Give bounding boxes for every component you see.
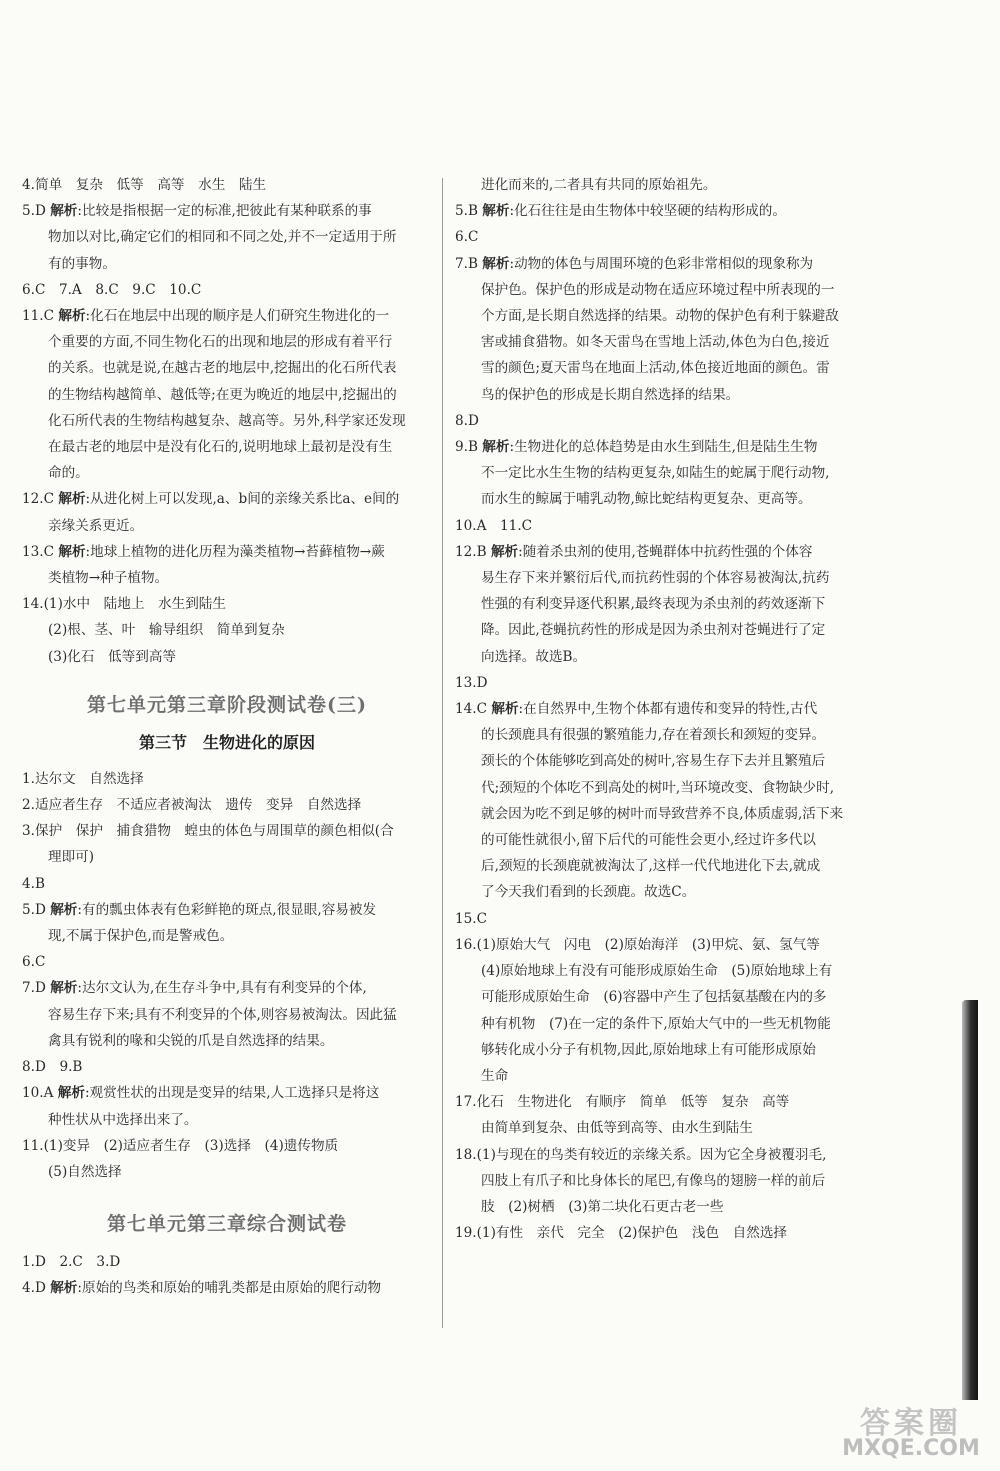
- analysis-text: :随着杀虫剂的使用,苍蝇群体中抗药性强的个体容: [518, 543, 813, 560]
- answer-c16-cont: (4)原始地球上有没有可能形成原始生命 (5)原始地球上有: [481, 963, 833, 980]
- answer-c12-cont: 性强的有利变异逐代积累,最终表现为杀虫剂的药效逐渐下: [481, 596, 826, 613]
- answer-c16-cont: 生命: [481, 1067, 509, 1084]
- analysis-text: :地球上植物的进化历程为藻类植物→苔藓植物→蕨: [85, 543, 385, 560]
- column-divider: [442, 178, 443, 1328]
- analysis-text: :动物的体色与周围环境的色彩非常相似的现象称为: [509, 255, 814, 272]
- answer-number: 5.D: [22, 901, 46, 918]
- answer-c9: [455, 434, 865, 460]
- analysis-text: :在自然界中,生物个体都有遗传和变异的特性,古代: [518, 701, 818, 718]
- answer-number: 5.D: [22, 203, 46, 220]
- answer-number: 7.B: [455, 255, 478, 272]
- answer-b11-cont: (5)自然选择: [48, 1163, 122, 1180]
- analysis-label: 解析: [50, 980, 78, 997]
- answer-c7-cont: 保护色。保护色的形成是动物在适应环境过程中所表现的一: [481, 281, 835, 298]
- answer-b5: [22, 897, 432, 923]
- answer-number: 14.C: [455, 701, 488, 718]
- analysis-text: :生物进化的总体趋势是由水生到陆生,但是陆生生物: [509, 439, 818, 456]
- answer-c14-cont: 就会因为吃不到足够的树叶而导致营养不良,体质虚弱,活下来: [481, 805, 844, 822]
- answer-number: 12.B: [455, 543, 487, 560]
- answer-11-cont: 化石所代表的生物结构越复杂、越高等。另外,科学家还发现: [48, 412, 406, 429]
- watermark-logo: 答案圈: [860, 1406, 962, 1441]
- answer-c7-cont: 害或捕食猎物。如冬天雷鸟在雪地上活动,体色为白色,接近: [481, 334, 830, 351]
- answer-12-cont: 亲缘关系更近。: [48, 517, 144, 534]
- answer-c19: 19.(1)有性 亲代 完全 (2)保护色 浅色 自然选择: [455, 1225, 788, 1242]
- answer-5: [22, 198, 432, 224]
- section-heading: 第三节 生物进化的原因: [138, 732, 315, 752]
- answer-11-cont: 的关系。也就是说,在越古老的地层中,挖掘出的化石所代表: [48, 360, 397, 377]
- answer-c12-cont: 易生存下来并繁衍后代,而抗药性弱的个体容易被淘汰,抗药: [481, 570, 830, 587]
- analysis-label: 解析: [58, 543, 86, 560]
- answer-b10: [22, 1080, 432, 1106]
- answer-c7: [455, 251, 865, 277]
- analysis-label: 解析: [50, 1280, 78, 1297]
- answer-b3-cont: 理即可): [48, 849, 95, 866]
- answer-11-cont: 的生物结构越简单、越低等;在更为晚近的地层中,挖掘出的: [48, 386, 397, 403]
- answer-b3: 3.保护 保护 捕食猎物 蝗虫的体色与周围草的颜色相似(合: [22, 823, 394, 840]
- answer-number: 7.D: [22, 980, 46, 997]
- answer-c16-cont: 可能形成原始生命 (6)容器中产生了包括氨基酸在内的多: [481, 989, 827, 1006]
- analysis-text: :化石在地层中出现的顺序是人们研究生物进化的一: [85, 308, 390, 325]
- answers-b8-9: 8.D 9.B: [22, 1059, 83, 1076]
- answer-number: 12.C: [22, 491, 55, 508]
- answer-b7-cont: 禽具有锐利的喙和尖锐的爪是自然选择的结果。: [48, 1032, 334, 1049]
- answer-number: 4.D: [22, 1280, 46, 1297]
- analysis-label: 解析: [482, 439, 510, 456]
- analysis-label: 解析: [50, 203, 78, 220]
- page-edge-shadow: [962, 1000, 978, 1400]
- answer-c15: 15.C: [455, 910, 488, 927]
- answer-b5-cont: 现,不属于保护色,而是警戒色。: [48, 928, 234, 945]
- analysis-text: :原始的鸟类和原始的哺乳类都是由原始的爬行动物: [77, 1280, 382, 1297]
- analysis-text: :化石往往是由生物体中较坚硬的结构形成的。: [509, 203, 786, 220]
- analysis-text: :从进化树上可以发现,a、b间的亲缘关系比a、e间的: [85, 491, 400, 508]
- answer-c17: 17.化石 生物进化 有顺序 简单 低等 复杂 高等: [455, 1094, 790, 1111]
- analysis-text: :比较是指根据一定的标准,把彼此有某种联系的事: [77, 203, 372, 220]
- answer-14-cont: (3)化石 低等到高等: [48, 648, 177, 665]
- answer-c7-cont: 雪的颜色;夏天雷鸟在地面上活动,体色接近地面的颜色。雷: [481, 360, 830, 377]
- analysis-label: 解析: [58, 308, 86, 325]
- answer-c17-cont: 由简单到复杂、由低等到高等、由水生到陆生: [481, 1120, 753, 1137]
- answer-13: [22, 539, 432, 565]
- answer-number: 10.A: [22, 1085, 54, 1102]
- answer-11-cont: 个重要的方面,不同生物化石的出现和地层的形成有着平行: [48, 334, 393, 351]
- answer-c14-cont: 的可能性就很小,留下后代的可能性会更小,经过许多代以: [481, 832, 816, 849]
- answer-c14-cont: 后,颈短的长颈鹿就被淘汰了,这样一代代地进化下去,就成: [481, 858, 821, 875]
- analysis-label: 解析: [57, 1085, 85, 1102]
- answer-b2: 2.适应者生存 不适应者被淘汰 遗传 变异 自然选择: [22, 797, 362, 814]
- answer-c14: [455, 696, 865, 722]
- answer-c12: [455, 539, 865, 565]
- answer-c8: 8.D: [455, 412, 479, 429]
- right-column: [455, 172, 865, 1246]
- answer-14: 14.(1)水中 陆地上 水生到陆生: [22, 596, 226, 613]
- analysis-text: :观赏性状的出现是变异的结果,人工选择只是将这: [84, 1085, 380, 1102]
- answer-c4-cont: 进化而来的,二者具有共同的原始祖先。: [481, 177, 717, 193]
- answer-13-cont: 类植物→种子植物。: [48, 570, 169, 587]
- answer-b6: 6.C: [22, 954, 46, 971]
- answer-5-cont: 物加以对比,确定它们的相同和不同之处,并不一定适用于所: [48, 229, 397, 246]
- answer-11: [22, 303, 432, 329]
- answer-c16-cont: 够转化成小分子有机物,因此,原始地球上有可能形成原始: [481, 1041, 816, 1058]
- test-title-comprehensive: 第七单元第三章综合测试卷: [106, 1213, 347, 1236]
- answer-14-cont: (2)根、茎、叶 输导组织 简单到复杂: [48, 622, 285, 639]
- answer-c4: [22, 1275, 432, 1301]
- answer-11-cont: 在最古老的地层中是没有化石的,说明地球上最初是没有生: [48, 439, 393, 456]
- answer-c5: [455, 198, 865, 224]
- answer-c14-cont: 了今天我们看到的长颈鹿。故选C。: [481, 884, 696, 901]
- analysis-label: 解析: [490, 543, 519, 560]
- answer-c9-cont: 不一定比水生生物的结构更复杂,如陆生的蛇属于爬行动物,: [481, 465, 830, 482]
- analysis-text: :有的瓢虫体表有色彩鲜艳的斑点,很显眼,容易被发: [77, 901, 377, 918]
- analysis-label: 解析: [482, 203, 510, 220]
- answer-c12-cont: 降。因此,苍蝇抗药性的形成是因为杀虫剂对苍蝇进行了定: [481, 622, 826, 639]
- answer-b10-cont: 种性状从中选择出来了。: [48, 1111, 198, 1128]
- answer-number: 11.C: [22, 308, 55, 325]
- watermark-url: MXQE.COM: [842, 1436, 980, 1461]
- answer-b11: 11.(1)变异 (2)适应者生存 (3)选择 (4)遗传物质: [22, 1137, 339, 1154]
- answer-number: 9.B: [455, 439, 478, 456]
- analysis-label: 解析: [491, 701, 519, 718]
- answer-c7-cont: 个方面,是长期自然选择的结果。动物的保护色有利于躲避敌: [481, 308, 839, 325]
- answer-b7: [22, 975, 432, 1001]
- analysis-label: 解析: [58, 491, 86, 508]
- answer-4: 4.简单 复杂 低等 高等 水生 陆生: [22, 177, 267, 193]
- answer-c9-cont: 而水生的鲸属于哺乳动物,鲸比蛇结构更复杂、更高等。: [481, 491, 812, 508]
- analysis-label: 解析: [50, 901, 78, 918]
- answer-c16-cont: 种有机物 (7)在一定的条件下,原始大气中的一些无机物能: [481, 1015, 831, 1032]
- answer-12: [22, 486, 432, 512]
- answer-b7-cont: 容易生存下来;具有不利变异的个体,则容易被淘汰。因此猛: [48, 1006, 397, 1023]
- answer-b4: 4.B: [22, 875, 45, 892]
- answer-5-cont: 有的事物。: [48, 255, 116, 272]
- answer-c7-cont: 鸟的保护色的形成是长期自然选择的结果。: [481, 386, 740, 403]
- answer-c14-cont: 颈长的个体能够吃到高处的树叶,容易生存下去并且繁殖后: [481, 753, 826, 770]
- analysis-label: 解析: [482, 255, 510, 272]
- answers-c10-11: 10.A 11.C: [455, 517, 533, 534]
- answer-b1: 1.达尔文 自然选择: [22, 770, 144, 787]
- answer-c14-cont: 的长颈鹿具有很强的繁殖能力,存在着颈长和颈短的变异。: [481, 727, 826, 744]
- answer-c12-cont: 向选择。故选B。: [481, 648, 587, 665]
- answers-6-10: 6.C 7.A 8.C 9.C 10.C: [22, 281, 202, 298]
- answer-c18: 18.(1)与现在的鸟类有较近的亲缘关系。因为它全身被覆羽毛,: [455, 1146, 827, 1163]
- answer-11-cont: 命的。: [48, 465, 89, 482]
- answer-number: 5.B: [455, 203, 478, 220]
- answer-number: 13.C: [22, 543, 55, 560]
- left-column: [22, 172, 432, 1302]
- test-title-stage-3: 第七单元第三章阶段测试卷(三): [87, 693, 367, 716]
- answer-c18-cont: 肢 (2)树栖 (3)第二块化石更古老一些: [481, 1198, 724, 1215]
- answer-c6: 6.C: [455, 229, 479, 246]
- answer-c18-cont: 四肢上有爪子和比身体长的尾巴,有像鸟的翅膀一样的前后: [481, 1172, 826, 1189]
- analysis-text: :达尔文认为,在生存斗争中,具有有利变异的个体,: [77, 980, 367, 997]
- answer-c16: 16.(1)原始大气 闪电 (2)原始海洋 (3)甲烷、氨、氢气等: [455, 936, 820, 953]
- answers-c1-3: 1.D 2.C 3.D: [22, 1254, 121, 1271]
- answer-c14-cont: 代;颈短的个体吃不到高处的树叶,当环境改变、食物缺少时,: [481, 779, 835, 796]
- answer-c13: 13.D: [455, 674, 488, 691]
